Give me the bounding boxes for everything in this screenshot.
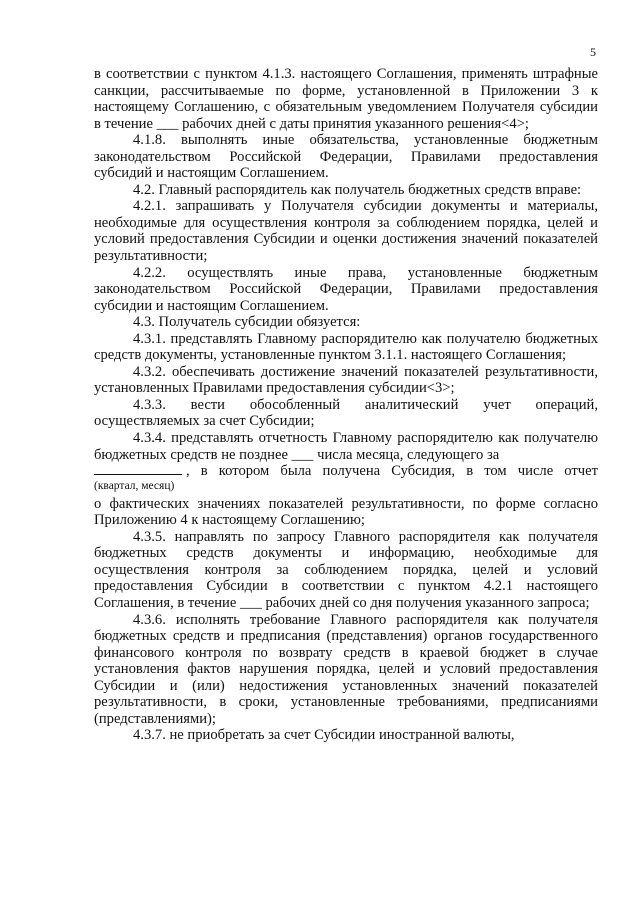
paragraph-4-3: 4.3. Получатель субсидии обязуется: <box>133 314 361 331</box>
paragraph-4-3-6: 4.3.6. исполнять требование Главного распорядителя как получателя бюджетных средств и предписания (представления) органов государственного финансового контроля по возврату средств в краевой бюджет в случае установления фактов нарушения порядка, целей и условий предоставления Субсидии и (или) недостижения установленных значений показателей результативности, в сроки, установленные требованиями, предписаниями (представлениями); <box>94 611 598 727</box>
paragraph-4-3-5: 4.3.5. направлять по запросу Главного распорядителя как получателя бюджетных средств документы и информацию, необходимые для осуществления контроля за соблюдением порядка, целей и условий предоставления Субсидии в соответствии с пунктом 4.2.1 настоящего Соглашения, в течение ___ рабочих дней со дня получения указанного запроса; <box>94 528 598 611</box>
paragraph-4-2-1: 4.2.1. запрашивать у Получателя субсидии документы и материалы, необходимые для осуществления контроля за соблюдением порядка, целей и условий предоставления Субсидии и оценки достижения значений показателей результативности; <box>94 198 598 265</box>
paragraph-4-3-3: 4.3.3. вести обособленный аналитический учет операций, осуществляемых за счет Субсидии; <box>94 396 598 430</box>
paragraph-4-3-1: 4.3.1. представлять Главному распорядителю как получателю бюджетных средств документы, установленные пунктом 3.1.1. настоящего Соглашения; <box>94 330 598 364</box>
paragraph-4-3-2: 4.3.2. обеспечивать достижение значений показателей результативности, установленных Правилами предоставления субсидии<3>; <box>94 363 598 397</box>
page-number: 5 <box>590 45 596 59</box>
reporting-period-row <box>94 463 598 480</box>
paragraph-4-1-7-continuation: в соответствии с пунктом 4.1.3. настоящего Соглашения, применять штрафные санкции, рассчитываемые по форме, установленной в Приложении 3 к настоящему Соглашению, с обязательным уведомлением Получателя субсидии в течение ___ рабочих дней с даты принятия указанного решения<4>; <box>94 66 598 132</box>
paragraph-4-3-4: 4.3.4. представлять отчетность Главному распорядителю как получателю бюджетных средств не позднее ___ числа месяца, следующего за <box>94 430 598 463</box>
paragraph-4-3-4-end: о фактических значениях показателей результативности, по форме согласно Приложению 4 к настоящему Соглашению; <box>94 495 598 529</box>
period-caption: (квартал, месяц) <box>94 479 175 492</box>
document-body <box>94 66 598 744</box>
paragraph-4-2-2: 4.2.2. осуществлять иные права, установленные бюджетным законодательством Российской Федерации, Правилами предоставления субсидии и настоящим Соглашением. <box>94 264 598 314</box>
paragraph-4-1-8: 4.1.8. выполнять иные обязательства, установленные бюджетным законодательством Российской Федерации, Правилами предоставления субсидий и настоящим Соглашением. <box>94 132 598 182</box>
period-blank-field <box>94 463 182 475</box>
paragraph-4-3-7: 4.3.7. не приобретать за счет Субсидии иностранной валюты, <box>133 727 515 744</box>
period-row-text: , в котором была получена Субсидия, в том числе отчет <box>186 463 598 480</box>
paragraph-4-2: 4.2. Главный распорядитель как получатель бюджетных средств вправе: <box>133 181 582 198</box>
